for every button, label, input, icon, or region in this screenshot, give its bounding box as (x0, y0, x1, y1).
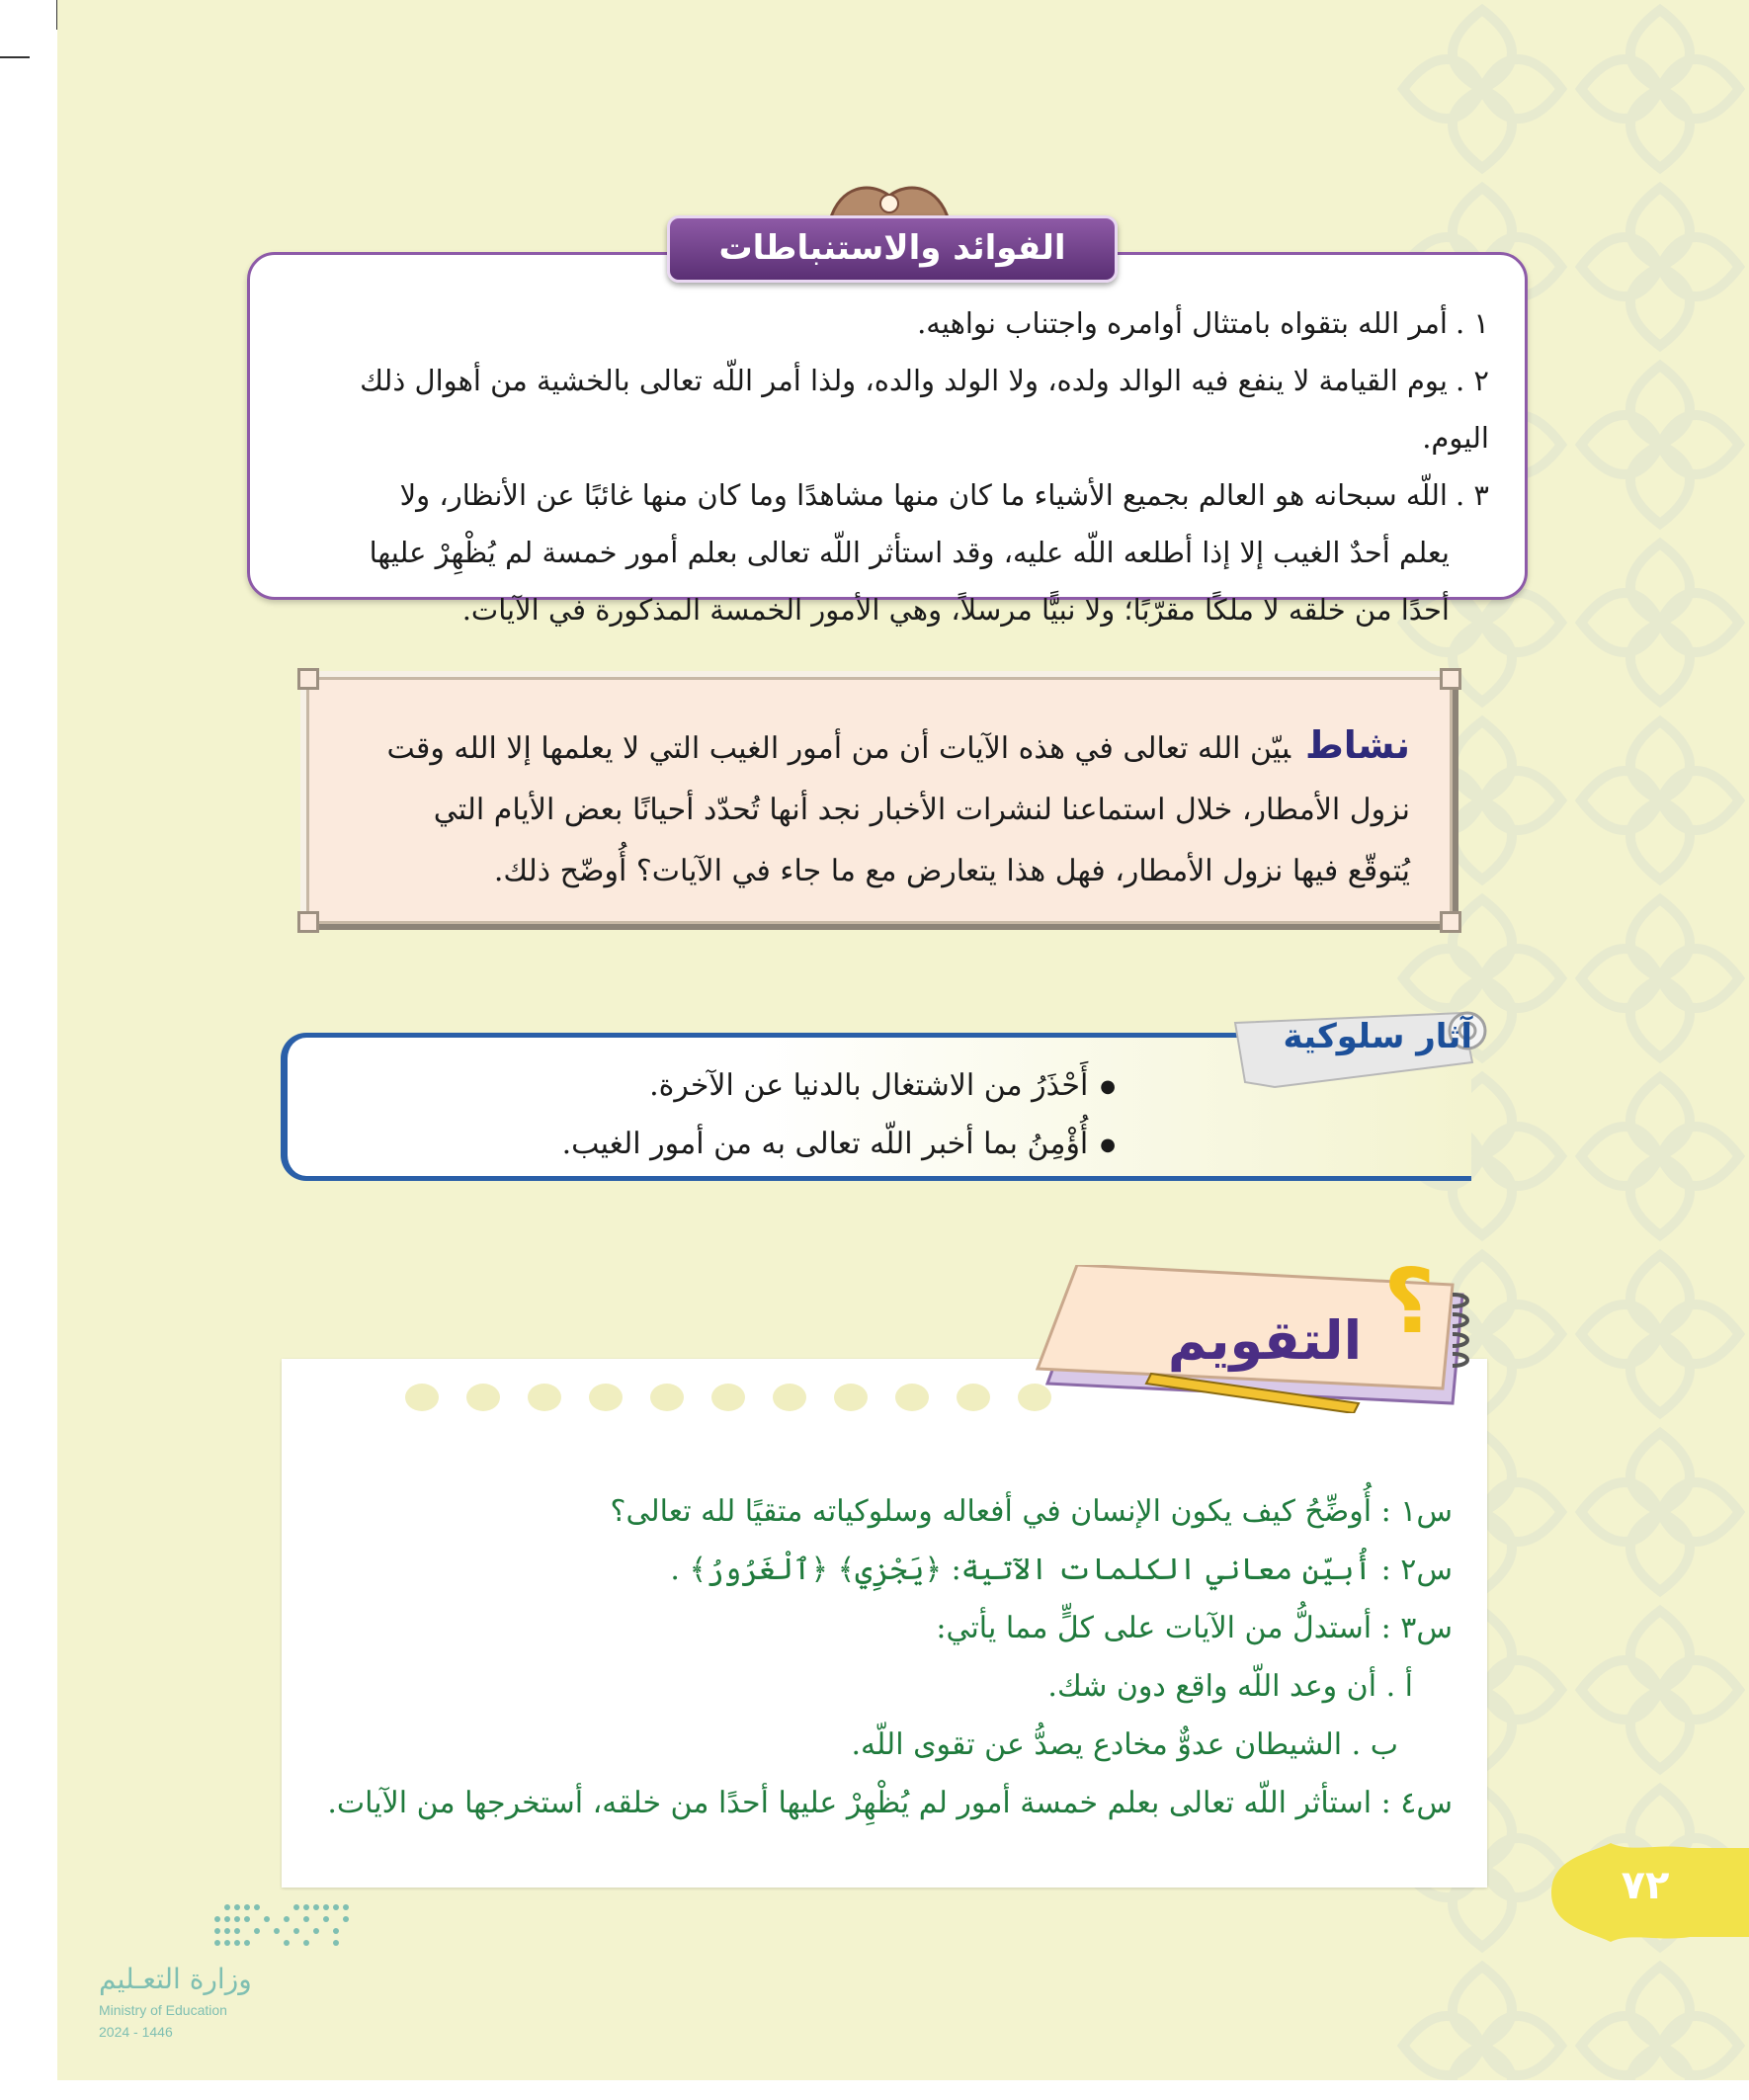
question-item: س٣ : أستدلُّ من الآيات على كلٍّ مما يأتي: (936, 1611, 1453, 1645)
evaluation-title: التقويم (1167, 1309, 1363, 1372)
item-text: اللّه سبحانه هو العالم بجميع الأشياء ما كان منها مشاهدًا وما كان منها غائبًا عن الأنظار، ولا (399, 478, 1448, 512)
benefit-item (290, 352, 1489, 466)
ministry-logo (99, 1897, 356, 2046)
benefit-continuation: أحدًا من خلقه لا ملكًا مقرّبًا؛ ولا نبيًّا مرسلاً، وهي الأمور الخمسة المذكورة في الآيات. (461, 593, 1450, 627)
item-number: ٣ . (1455, 478, 1489, 512)
ministry-dots-icon (138, 1897, 356, 1957)
notebook-holes (405, 1384, 1079, 1415)
activity-line: نزول الأمطار، خلال استماعنا لنشرات الأخبار نجد أنها تُحدّد أحيانًا بعض الأيام التي (433, 793, 1410, 827)
question-item: س٤ : استأثر اللّه تعالى بعلم خمسة أمور لم يُظْهِرْ عليها أحدًا من خلقه، أستخرجها من الآيات. (327, 1786, 1453, 1820)
question-subitem: أ . أن وعد اللّه واقع دون شك. (1047, 1669, 1413, 1704)
benefits-box (247, 252, 1528, 627)
activity-box (306, 677, 1453, 924)
benefit-continuation: يعلم أحدٌ الغيب إلا إذا أطلعه اللّه عليه، وقد استأثر اللّه تعالى بعلم أمور خمسة لم يُظْهِرْ عليها (369, 536, 1450, 569)
effects-list (288, 1057, 1145, 1174)
item-number: ٢ . (1455, 364, 1489, 397)
activity-line: يُتوقّع فيها نزول الأمطار، فهل هذا يتعارض مع ما جاء في الآيات؟ أُوضّح ذلك. (493, 854, 1410, 888)
ministry-name-en: Ministry of Education (99, 2002, 227, 2018)
question-item: س٢ : أُبيّن معاني الكلمات الآتية: ﴿يَجْزِي﴾ ﴿ٱلْغَرُورُ﴾ . (670, 1553, 1453, 1587)
benefits-title: الفوائد والاستنباطات (667, 215, 1118, 283)
item-number: ١ . (1455, 306, 1489, 340)
questions-list (326, 1482, 1453, 1832)
corner-ornament (1440, 911, 1461, 933)
effect-item: ● أَحْذَرُ من الاشتغال بالدنيا عن الآخرة. (288, 1057, 1116, 1116)
question-subitem: ب . الشيطان عدوٌّ مخادع يصدُّ عن تقوى اللّه. (851, 1727, 1398, 1762)
corner-ornament (297, 911, 319, 933)
question-mark-icon: ؟ (1383, 1250, 1436, 1354)
crop-mark (0, 56, 30, 58)
effects-label (1215, 1003, 1492, 1092)
benefit-item (290, 294, 1489, 352)
activity-text: بيّن الله تعالى في هذه الآيات أن من أمور الغيب التي لا يعلمها إلا الله وقت (386, 731, 1291, 766)
benefit-item (290, 466, 1489, 524)
effect-item: ● أُؤْمِنُ بما أخبر اللّه تعالى به من أمور الغيب. (288, 1116, 1116, 1174)
item-text: أمر الله بتقواه بامتثال أوامره واجتناب نواهيه. (917, 306, 1448, 340)
question-item: س١ : أُوضِّحُ كيف يكون الإنسان في أفعاله وسلوكياته متقيًا لله تعالى؟ (610, 1494, 1453, 1529)
corner-ornament (1440, 668, 1461, 690)
item-text: يوم القيامة لا ينفع فيه الوالد ولده، ولا الولد والده، ولذا أمر اللّه تعالى بالخشية من أهوال ذلك اليوم. (360, 364, 1489, 455)
ministry-year: 2024 - 1446 (99, 2024, 173, 2040)
ministry-name-ar: وزارة التعـليم (99, 1963, 252, 1995)
corner-ornament (297, 668, 319, 690)
page-number: ٧٢ (1621, 1863, 1670, 1908)
effects-title: آثار سلوكية (1283, 1017, 1472, 1056)
activity-title: نشاط (1308, 723, 1410, 767)
activity-line (349, 714, 1410, 780)
